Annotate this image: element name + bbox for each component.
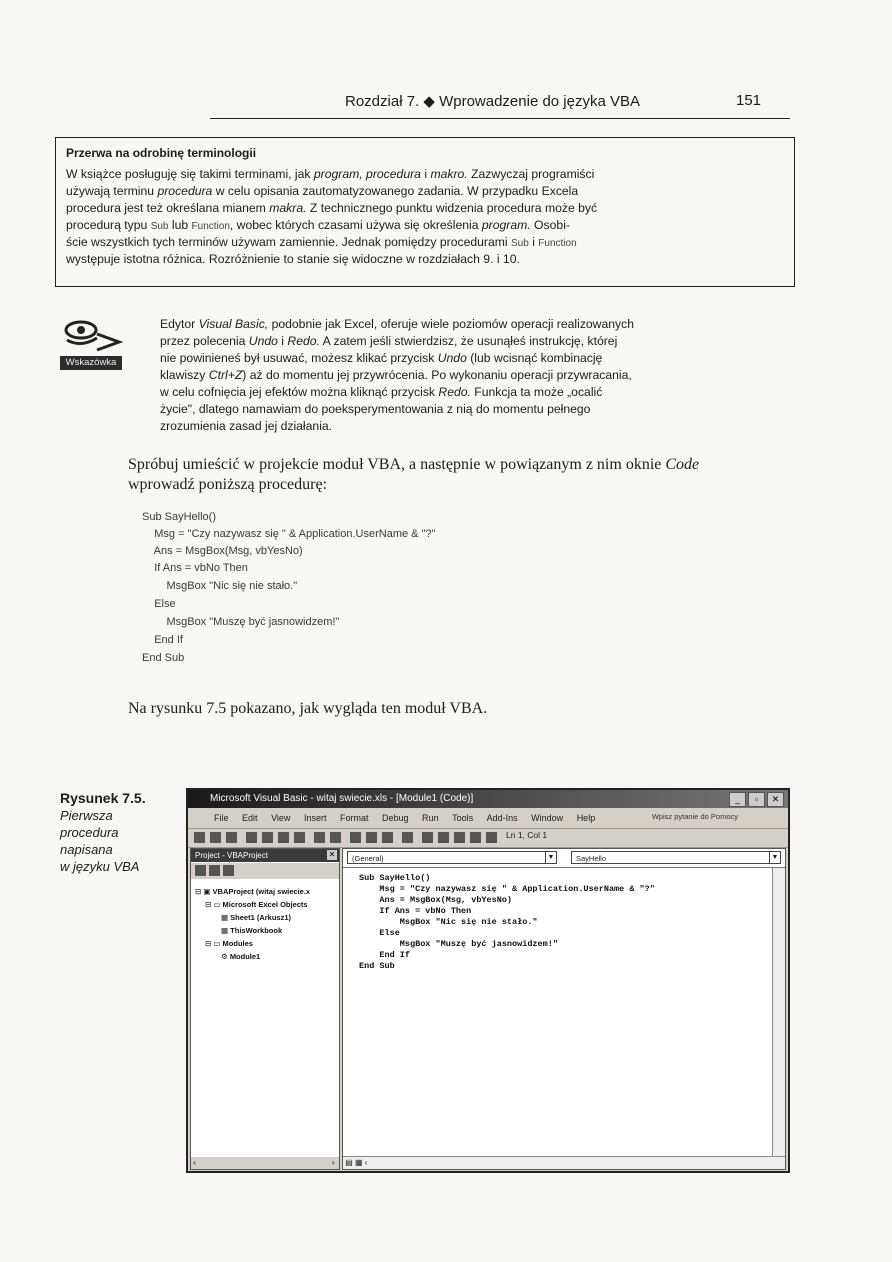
tree-sheet1-node[interactable]: ▦ Sheet1 (Arkusz1) [221, 913, 292, 922]
menu-view[interactable]: View [271, 813, 291, 823]
vbe-code-line[interactable]: Sub SayHello() [359, 873, 431, 883]
break-icon[interactable] [366, 832, 377, 843]
redo-icon[interactable] [330, 832, 341, 843]
view-excel-icon[interactable] [194, 832, 205, 843]
code-line-3: Ans = MsgBox(Msg, vbYesNo) [142, 545, 303, 557]
procedure-combo[interactable]: SayHello ▼ [571, 851, 781, 864]
project-explorer-pane [190, 848, 340, 1170]
vbe-code-line[interactable]: End If [359, 950, 411, 960]
code-line-8: End If [142, 634, 183, 646]
minimize-icon[interactable]: _ [729, 792, 746, 807]
code-line-1: Sub SayHello() [142, 511, 216, 523]
vbe-code-line[interactable]: MsgBox "Muszę być jasnowidzem!" [359, 939, 558, 949]
tip-line-3: nie powinieneś był usuwać, możesz klikać przycisk Undo (lub wcisnąć kombinację [160, 351, 603, 365]
tree-project-node[interactable]: ⊟ ▣ VBAProject (witaj swiecie.x [195, 887, 311, 896]
undo-icon[interactable] [314, 832, 325, 843]
menu-window[interactable]: Window [531, 813, 564, 823]
body-paragraph-2: Na rysunku 7.5 pokazano, jak wygląda ten moduł VBA. [128, 700, 488, 717]
maximize-icon[interactable]: ▫ [748, 792, 765, 807]
body-paragraph-1-line-1: Spróbuj umieścić w projekcie moduł VBA, a następnie w powiązanym z nim oknie Code [128, 456, 700, 473]
object-combo[interactable]: (General) ▼ [347, 851, 557, 864]
note-line-2: używają terminu procedura w celu opisania zautomatyzowanego zadania. W przypadku Excela [66, 184, 579, 198]
vbe-toolbar [188, 828, 788, 848]
figure-caption-line-3: napisana [60, 842, 113, 857]
tree-modules-node[interactable]: ⊟ ▭ Modules [205, 939, 253, 948]
menu-insert[interactable]: Insert [303, 813, 327, 823]
help-icon[interactable] [486, 832, 497, 843]
header-rule [210, 118, 790, 119]
view-code-icon[interactable] [195, 865, 206, 876]
view-object-icon[interactable] [209, 865, 220, 876]
menu-tools[interactable]: Tools [452, 813, 474, 823]
page-number: 151 [736, 92, 762, 109]
cut-icon[interactable] [246, 832, 257, 843]
object-browser-icon[interactable] [454, 832, 465, 843]
toggle-folders-icon[interactable] [223, 865, 234, 876]
vbe-window [186, 788, 790, 1173]
note-title: Przerwa na odrobinę terminologii [66, 146, 257, 160]
code-window [342, 848, 786, 1170]
tip-line-4: klawiszy Ctrl+Z) aż do momentu jej przywrócenia. Po wykonaniu operacji przywracania, [160, 368, 632, 382]
figure-caption-line-2: procedura [60, 825, 119, 840]
properties-icon[interactable] [438, 832, 449, 843]
help-search-box[interactable]: Wpisz pytanie do Pomocy [651, 812, 738, 821]
vbe-code-line[interactable]: Ans = MsgBox(Msg, vbYesNo) [359, 895, 513, 905]
code-line-7: MsgBox "Muszę być jasnowidzem!" [142, 616, 340, 628]
running-header-title: Rozdział 7. ◆ Wprowadzenie do języka VBA [345, 93, 641, 110]
code-line-2: Msg = "Czy nazywasz się " & Application.UserName & "?" [142, 528, 436, 540]
note-line-6: występuje istotna różnica. Rozróżnienie to stanie się widoczne w rozdziałach 9. i 10. [66, 252, 520, 266]
note-line-1: W książce posługuję się takimi terminami, jak program, procedura i makro. Zazwyczaj programiści [66, 167, 595, 181]
combo-separator [343, 867, 785, 868]
menu-add-ins[interactable]: Add-Ins [486, 813, 518, 823]
vbe-code-line[interactable]: End Sub [359, 961, 395, 971]
code-line-4: If Ans = vbNo Then [142, 562, 248, 574]
tip-line-1: Edytor Visual Basic, podobnie jak Excel, oferuje wiele poziomów operacji realizowanych [160, 317, 635, 331]
menu-run[interactable]: Run [422, 813, 439, 823]
vbe-code-line[interactable]: Else [359, 928, 400, 938]
tree-workbook-node[interactable]: ▦ ThisWorkbook [221, 926, 283, 935]
save-icon[interactable] [226, 832, 237, 843]
tip-line-5: w celu cofnięcia jej efektów można kliknąć przycisk Redo. Funkcja ta może „ocalić [160, 385, 603, 399]
code-line-6: Else [142, 598, 176, 610]
vbe-title-bar: Microsoft Visual Basic - witaj swiecie.xls - [Module1 (Code)] [188, 790, 788, 808]
close-icon[interactable]: ✕ [328, 850, 336, 859]
project-pane-title: Project - VBAProject [191, 849, 339, 862]
vbe-code-line[interactable]: If Ans = vbNo Then [359, 906, 472, 916]
paste-icon[interactable] [278, 832, 289, 843]
project-pane-scrollbar[interactable]: ‹ › [191, 1158, 339, 1167]
run-icon[interactable] [350, 832, 361, 843]
project-explorer-icon[interactable] [422, 832, 433, 843]
note-line-3: procedura jest też określana mianem makra. Z technicznego punktu widzenia procedura może być [66, 201, 598, 215]
design-mode-icon[interactable] [402, 832, 413, 843]
copy-icon[interactable] [262, 832, 273, 843]
insert-module-icon[interactable] [210, 832, 221, 843]
project-pane-toolbar [191, 863, 339, 879]
menu-file[interactable]: File [214, 813, 229, 823]
toolbox-icon[interactable] [470, 832, 481, 843]
tip-badge: Wskazówka [60, 356, 122, 370]
tip-line-2: przez polecenia Undo i Redo. A zatem jeśli stwierdzisz, że usunąłeś instrukcję, której [160, 334, 618, 348]
note-line-4: procedurą typu Sub lub Function, wobec których czasami używa się określenia program. Osobi- [66, 218, 570, 232]
find-icon[interactable] [294, 832, 305, 843]
body-paragraph-1-line-2: wprowadź poniższą procedurę: [128, 476, 328, 493]
reset-icon[interactable] [382, 832, 393, 843]
figure-caption-line-1: Pierwsza [60, 808, 113, 823]
figure-label: Rysunek 7.5. [60, 790, 146, 806]
cursor-position: Ln 1, Col 1 [506, 830, 548, 840]
note-line-5: ście wszystkich tych terminów używam zamiennie. Jednak pomiędzy procedurami Sub i Function [66, 235, 577, 249]
menu-help[interactable]: Help [576, 813, 596, 823]
chevron-down-icon: ▼ [545, 852, 556, 863]
tree-excel-objects-node[interactable]: ⊟ ▭ Microsoft Excel Objects [205, 900, 308, 909]
menu-debug[interactable]: Debug [382, 813, 409, 823]
code-horizontal-scrollbar[interactable]: ▤ ▦ ‹ [343, 1156, 785, 1169]
window-controls [727, 792, 784, 810]
figure-caption-line-4: w języku VBA [60, 859, 140, 874]
menu-format[interactable]: Format [339, 813, 369, 823]
close-icon[interactable]: ✕ [767, 792, 784, 807]
code-line-5: MsgBox "Nic się nie stało." [142, 580, 298, 592]
vbe-code-line[interactable]: Msg = "Czy nazywasz się " & Application.UserName & "?" [359, 884, 655, 894]
tip-line-7: zrozumienia zasad jej działania. [160, 419, 333, 433]
vbe-code-line[interactable]: MsgBox "Nic się nie stało." [359, 917, 538, 927]
code-line-9: End Sub [142, 652, 185, 664]
tree-module1-node[interactable]: ⚙ Module1 [221, 952, 261, 961]
chevron-down-icon: ▼ [769, 852, 780, 863]
menu-edit[interactable]: Edit [242, 813, 258, 823]
code-vertical-scrollbar[interactable] [772, 868, 785, 1158]
tip-line-6: życie", dlatego namawiam do poeksperymentowania z nią do momentu pełnego [160, 402, 591, 416]
